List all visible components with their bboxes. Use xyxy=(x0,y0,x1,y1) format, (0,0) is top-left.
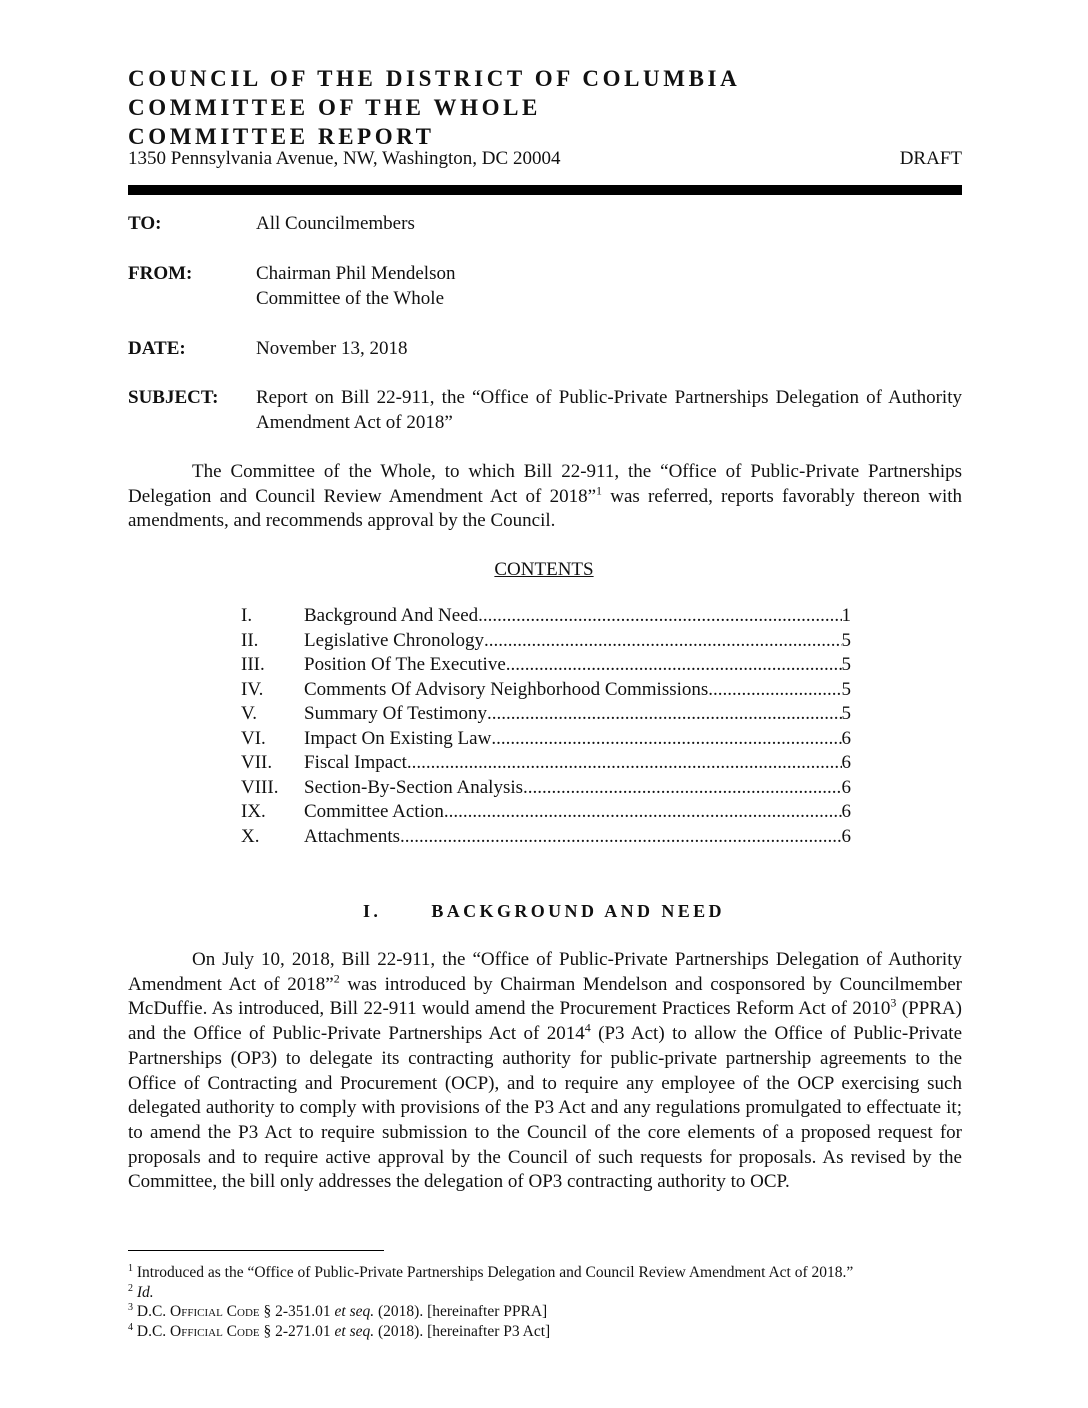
footnote-1: $^1$ Introduced as the “Office of Public-Private Partnerships Delegation and Council Review Amendment Act of 2018.” xyxy=(128,1262,854,1281)
toc-number: III. xyxy=(241,654,265,675)
toc-entry xyxy=(241,777,851,802)
from-value-committee: Committee of the Whole xyxy=(256,288,445,309)
toc-label: Legislative Chronology xyxy=(304,629,484,651)
toc-label: Attachments xyxy=(304,825,401,847)
header-report: COMMITTEE REPORT xyxy=(128,124,435,149)
address-row xyxy=(128,148,962,174)
toc-number: VII. xyxy=(241,752,273,773)
toc-leader xyxy=(708,679,841,701)
toc-entry xyxy=(241,728,851,753)
toc-label: Comments Of Advisory Neighborhood Commissions xyxy=(304,678,709,700)
toc-page-number: 6 xyxy=(841,752,851,773)
toc-label: Impact On Existing Law xyxy=(304,727,492,749)
footnote-4: $^4$ D.C. Official Code § 2-271.01 et seq. (2018). [hereinafter P3 Act] xyxy=(128,1321,551,1340)
toc-entry xyxy=(241,801,851,826)
from-label: FROM: xyxy=(128,263,193,284)
toc-leader xyxy=(478,605,841,627)
toc-leader xyxy=(491,728,841,750)
toc-label: Fiscal Impact xyxy=(304,752,407,773)
report-header xyxy=(128,64,962,151)
subject-value: Report on Bill 22-911, the “Office of Public-Private Partnerships Delegation of Authority Amendment Act of 2018” xyxy=(256,387,962,433)
toc-leader xyxy=(484,630,842,652)
toc-leader xyxy=(407,752,842,774)
footnotes xyxy=(128,1263,962,1341)
to-value: All Councilmembers xyxy=(256,213,415,234)
toc-label: Position Of The Executive xyxy=(304,654,506,675)
toc-number: VIII. xyxy=(241,776,279,798)
toc-number: V. xyxy=(241,703,258,724)
date-value: November 13, 2018 xyxy=(256,338,408,359)
header-committee: COMMITTEE OF THE WHOLE xyxy=(128,95,541,120)
background-paragraph: On July 10, 2018, Bill 22-911, the “Office of Public-Private Partnerships Delegation of Authority Amendment Act of 2018”$^2$ was introduced by Chairman Mendelson and cosponsored by Councilmember McDuffie. As introduced, Bill 22-911 would amend the Procurement Practices Reform Act of 2010$^3$ (PPRA) and the Office of Public-Private Partnerships Act of 2014$^4$ (P3 Act) to allow the Office of Public-Private Partnerships (OP3) to delegate its contracting authority for public-private partnership agreements to the Office of Contracting and Procurement (OCP), and to require any employee of the OCP exercising such delegated authority to comply with provisions of the P3 Act and any regulations promulgated to effectuate it; to amend the P3 Act to require submission to the Council of the core elements of a proposed request for proposals and to require active approval by the Council of such requests for proposals. As revised by the Committee, the bill only addresses the delegation of OP3 contracting authority to OCP. xyxy=(128,949,963,1193)
footnote-ref-2: 2 xyxy=(333,971,340,986)
memo-subject xyxy=(128,385,962,435)
memo-from xyxy=(128,261,962,311)
toc-page-number: 6 xyxy=(841,727,851,749)
toc-number: X. xyxy=(241,825,260,847)
header-council: COUNCIL OF THE DISTRICT OF COLUMBIA xyxy=(128,66,741,91)
footnote-ref-3: 3 xyxy=(890,996,897,1011)
toc-leader xyxy=(487,703,841,725)
toc-number: VI. xyxy=(241,727,266,749)
section-heading xyxy=(0,901,1088,922)
toc-leader xyxy=(523,777,841,799)
draft-label: DRAFT xyxy=(899,148,962,169)
toc-label: Summary Of Testimony xyxy=(304,703,488,724)
table-of-contents xyxy=(241,605,851,850)
toc-page-number: 6 xyxy=(841,801,851,822)
toc-number: IX. xyxy=(241,801,266,822)
date-label: DATE: xyxy=(128,338,186,359)
toc-entry xyxy=(241,826,851,851)
footnote-ref-1: 1 xyxy=(596,483,603,498)
toc-page-number: 6 xyxy=(841,825,851,847)
address: 1350 Pennsylvania Avenue, NW, Washington, DC 20004 xyxy=(128,148,561,169)
toc-page-number: 6 xyxy=(841,776,851,798)
toc-entry xyxy=(241,630,851,655)
header-rule xyxy=(128,185,962,195)
footnote-3: $^3$ D.C. Official Code § 2-351.01 et seq. (2018). [hereinafter PPRA] xyxy=(128,1301,548,1320)
toc-leader xyxy=(506,654,842,676)
toc-leader xyxy=(400,826,841,848)
toc-entry xyxy=(241,752,851,777)
toc-label: Section-By-Section Analysis xyxy=(304,776,524,798)
toc-leader xyxy=(444,801,842,823)
toc-label: Background And Need xyxy=(304,605,479,626)
section-title: BACKGROUND AND NEED xyxy=(431,901,725,921)
toc-number: II. xyxy=(241,629,259,651)
toc-number: I. xyxy=(241,605,253,626)
toc-entry xyxy=(241,654,851,679)
toc-page-number: 1 xyxy=(841,605,851,626)
to-label: TO: xyxy=(128,213,162,234)
subject-label: SUBJECT: xyxy=(128,387,219,408)
toc-page-number: 5 xyxy=(841,629,851,651)
toc-number: IV. xyxy=(241,678,264,700)
section-number: I. xyxy=(363,901,382,921)
toc-label: Committee Action xyxy=(304,801,444,822)
toc-entry xyxy=(241,605,851,630)
toc-page-number: 5 xyxy=(841,678,851,700)
contents-title: CONTENTS xyxy=(494,559,594,580)
from-value-name: Chairman Phil Mendelson xyxy=(256,263,456,284)
toc-page-number: 5 xyxy=(841,703,851,724)
footnote-divider xyxy=(128,1250,384,1251)
toc-entry xyxy=(241,679,851,704)
toc-page-number: 5 xyxy=(841,654,851,675)
toc-entry xyxy=(241,703,851,728)
intro-paragraph: The Committee of the Whole, to which Bill 22-911, the “Office of Public-Private Partnerships Delegation and Council Review Amendment Act of 2018”$^1$ was referred, reports favorably thereon with amendments, and recommends approval by the Council. xyxy=(128,461,963,532)
footnote-2: $^2$ Id. xyxy=(128,1282,154,1301)
footnote-ref-4: 4 xyxy=(584,1020,591,1035)
